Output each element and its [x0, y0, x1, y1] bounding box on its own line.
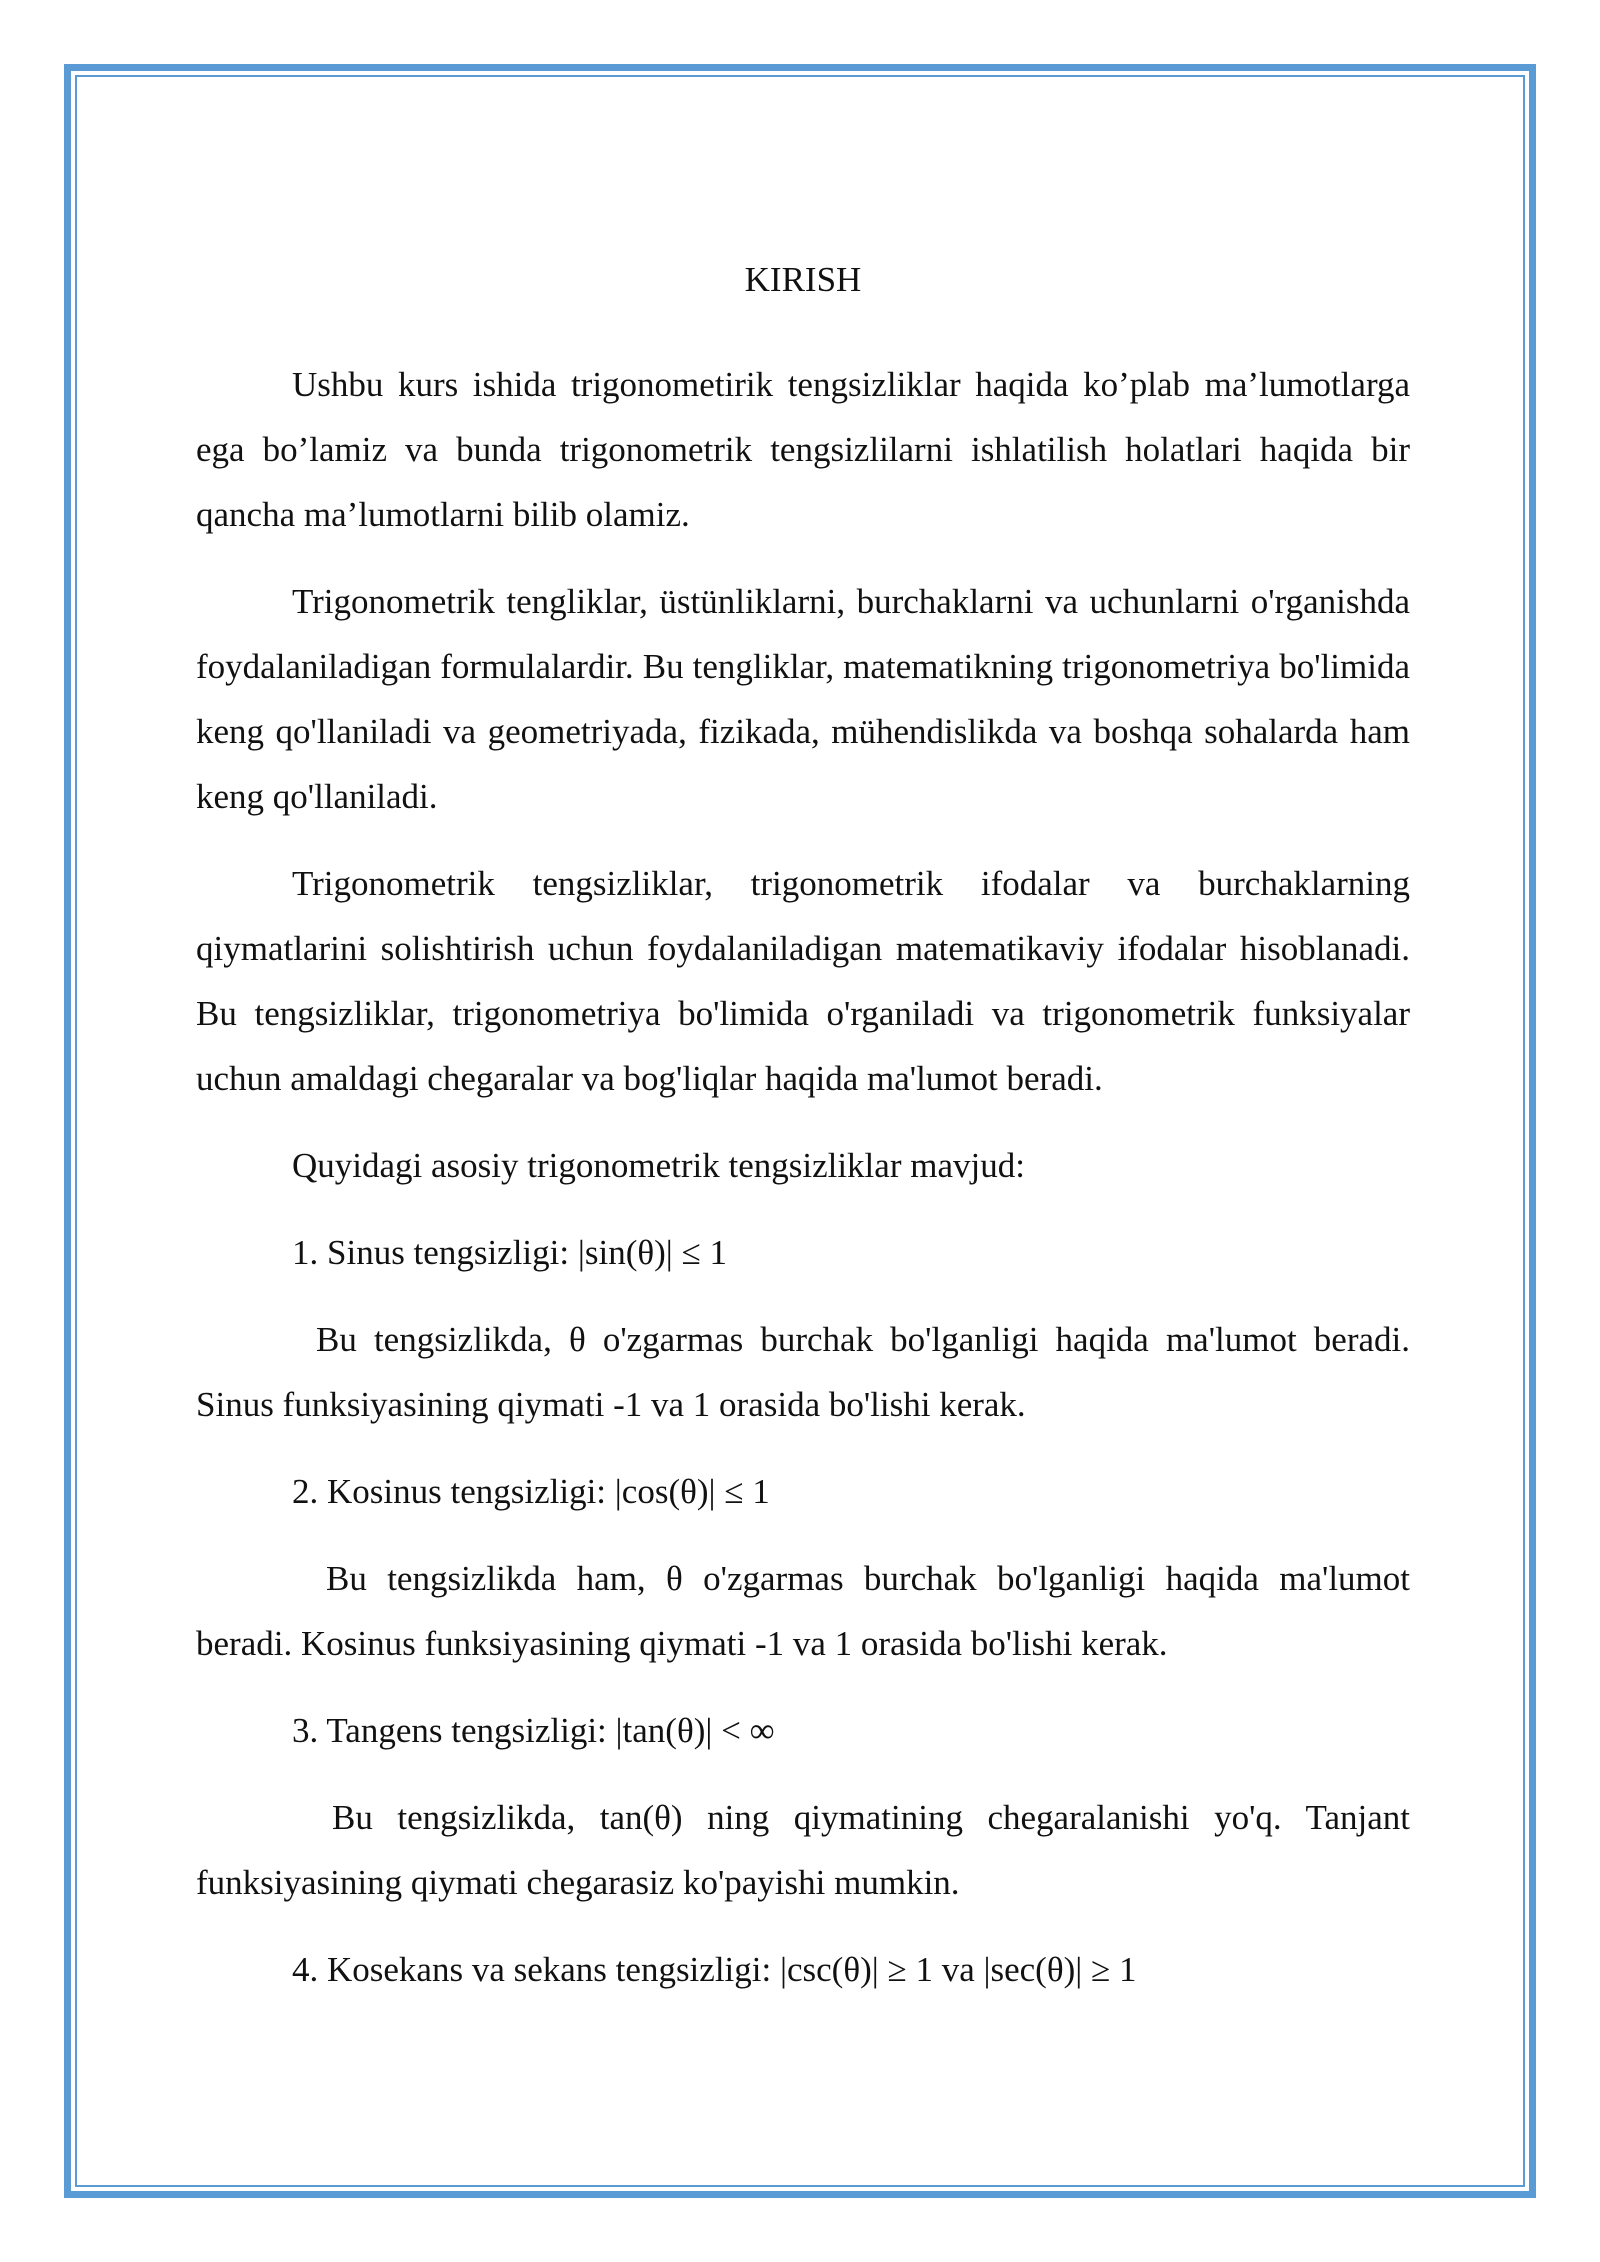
item-2-body: Bu tengsizlikda ham, θ o'zgarmas burchak bo'lganligi haqida ma'lumot beradi. Kosinus funksiyasining qiymati -1 va 1 orasida bo'lishi kerak. — [196, 1559, 1410, 1663]
item-1-body: Bu tengsizlikda, θ o'zgarmas burchak bo'lganligi haqida ma'lumot beradi. Sinus funksiyasining qiymati -1 va 1 orasida bo'lishi kerak. — [196, 1320, 1410, 1424]
item-2-heading: 2. Kosinus tengsizligi: |cos(θ)| ≤ 1 — [292, 1472, 770, 1511]
item-3-body: Bu tengsizlikda, tan(θ) ning qiymatining chegaralanishi yo'q. Tanjant funksiyasining qiymati chegarasiz ko'payishi mumkin. — [196, 1798, 1410, 1902]
item-1-heading: 1. Sinus tengsizligi: |sin(θ)| ≤ 1 — [292, 1233, 727, 1272]
paragraph-tengliklar: Trigonometrik tengliklar, üstünliklarni, burchaklarni va uchunlarni o'rganishda foydalaniladigan formulalardir. Bu tengliklar, matematikning trigonometriya bo'limida keng qo'llaniladi va geometriyada, fizikada, mühendislikda va boshqa sohalarda ham keng qo'llaniladi. — [196, 582, 1410, 816]
item-3-heading: 3. Tangens tengsizligi: |tan(θ)| < ∞ — [292, 1711, 775, 1750]
paragraph-tengsizliklar: Trigonometrik tengsizliklar, trigonometrik ifodalar va burchaklarning qiymatlarini solishtirish uchun foydalaniladigan matematikaviy ifodalar hisoblanadi. Bu tengsizliklar, trigonometriya bo'limida o'rganiladi va trigonometrik funksiyalar uchun amaldagi chegaralar va bog'liqlar haqida ma'lumot beradi. — [196, 864, 1410, 1098]
paragraph-intro: Ushbu kurs ishida trigonometirik tengsizliklar haqida ko’plab ma’lumotlarga ega bo’lamiz va bunda trigonometrik tengsizlilarni ishlatilish holatlari haqida bir qancha ma’lumotlarni bilib olamiz. — [196, 365, 1410, 534]
document-body — [196, 248, 1410, 2024]
item-4-heading: 4. Kosekans va sekans tengsizligi: |csc(θ)| ≥ 1 va |sec(θ)| ≥ 1 — [292, 1950, 1137, 1989]
list-intro: Quyidagi asosiy trigonometrik tengsizliklar mavjud: — [292, 1146, 1025, 1185]
page-title: KIRISH — [744, 260, 862, 299]
